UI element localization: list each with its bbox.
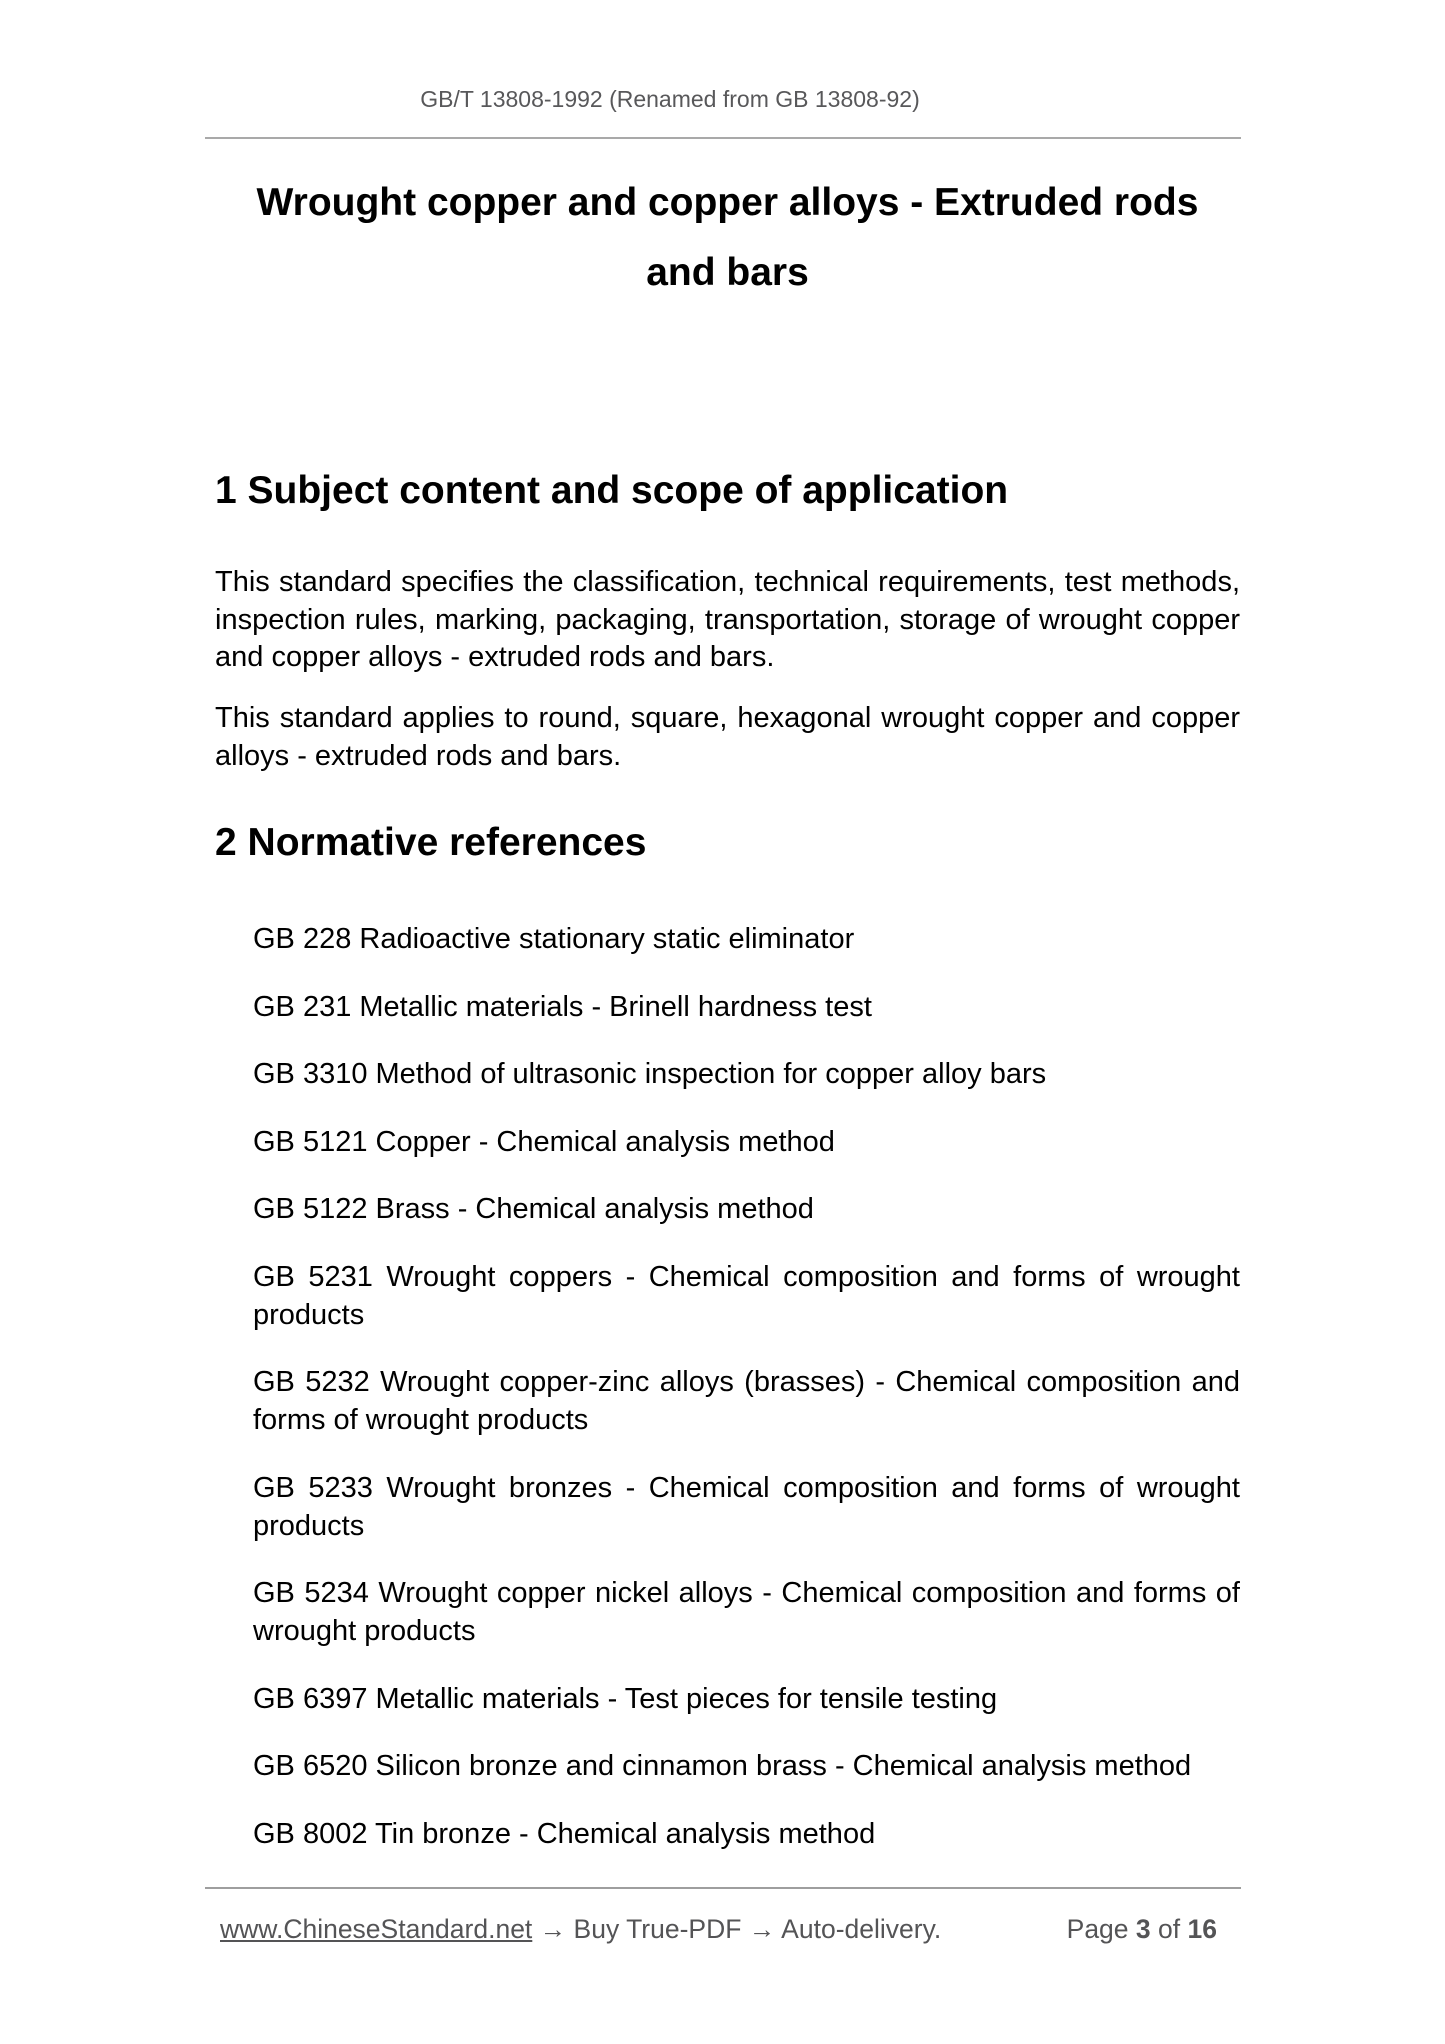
reference-item: GB 228 Radioactive stationary static eliminator bbox=[253, 923, 855, 955]
reference-item: GB 5121 Copper - Chemical analysis method bbox=[253, 1125, 835, 1158]
page-number: 3 bbox=[1135, 1914, 1151, 1944]
references-list bbox=[253, 920, 1240, 1882]
page-indicator bbox=[1067, 1912, 1217, 1946]
document-title-line1: Wrought copper and copper alloys - Extruded rods bbox=[256, 181, 1199, 224]
header-divider bbox=[205, 137, 1241, 139]
page-of-label: of bbox=[1158, 1914, 1181, 1944]
page-label: Page bbox=[1066, 1914, 1129, 1944]
reference-item: GB 6520 Silicon bronze and cinnamon brass - Chemical analysis method bbox=[253, 1750, 1192, 1782]
reference-item: GB 5122 Brass - Chemical analysis method bbox=[253, 1193, 814, 1225]
section-heading-2: 2 Normative references bbox=[215, 821, 647, 864]
footer-tagline: → Buy True-PDF → Auto-delivery. bbox=[539, 1914, 942, 1944]
paragraph-scope-2: This standard applies to round, square, hexagonal wrought copper and copper alloys - extruded rods and bars. bbox=[215, 702, 1240, 772]
footer-divider bbox=[205, 1887, 1241, 1889]
reference-item: GB 3310 Method of ultrasonic inspection for copper alloy bars bbox=[253, 1058, 1047, 1090]
document-title bbox=[215, 168, 1240, 308]
reference-item: GB 5233 Wrought bronzes - Chemical composition and forms of wrought products bbox=[253, 1471, 1240, 1542]
page-header: GB/T 13808-1992 (Renamed from GB 13808-92) bbox=[420, 86, 920, 112]
section-heading-1: 1 Subject content and scope of application bbox=[215, 469, 1009, 512]
footer-tagline-area bbox=[220, 1912, 941, 1946]
reference-item: GB 6397 Metallic materials - Test pieces for tensile testing bbox=[253, 1682, 998, 1715]
reference-item: GB 5231 Wrought coppers - Chemical composition and forms of wrought products bbox=[253, 1260, 1240, 1331]
reference-item: GB 5234 Wrought copper nickel alloys - Chemical composition and forms of wrought products bbox=[253, 1577, 1240, 1647]
page-total: 16 bbox=[1187, 1914, 1217, 1944]
reference-item: GB 5232 Wrought copper-zinc alloys (brasses) - Chemical composition and forms of wrought products bbox=[253, 1366, 1240, 1436]
reference-item: GB 8002 Tin bronze - Chemical analysis method bbox=[253, 1817, 876, 1850]
footer-link[interactable]: www.ChineseStandard.net bbox=[220, 1914, 533, 1944]
paragraph-scope-1: This standard specifies the classification, technical requirements, test methods, inspection rules, marking, packaging, transportation, storage of wrought copper and copper alloys - extruded rods and bars. bbox=[215, 566, 1240, 673]
reference-item: GB 231 Metallic materials - Brinell hardness test bbox=[253, 990, 872, 1023]
document-title-line2: and bars bbox=[646, 251, 809, 294]
